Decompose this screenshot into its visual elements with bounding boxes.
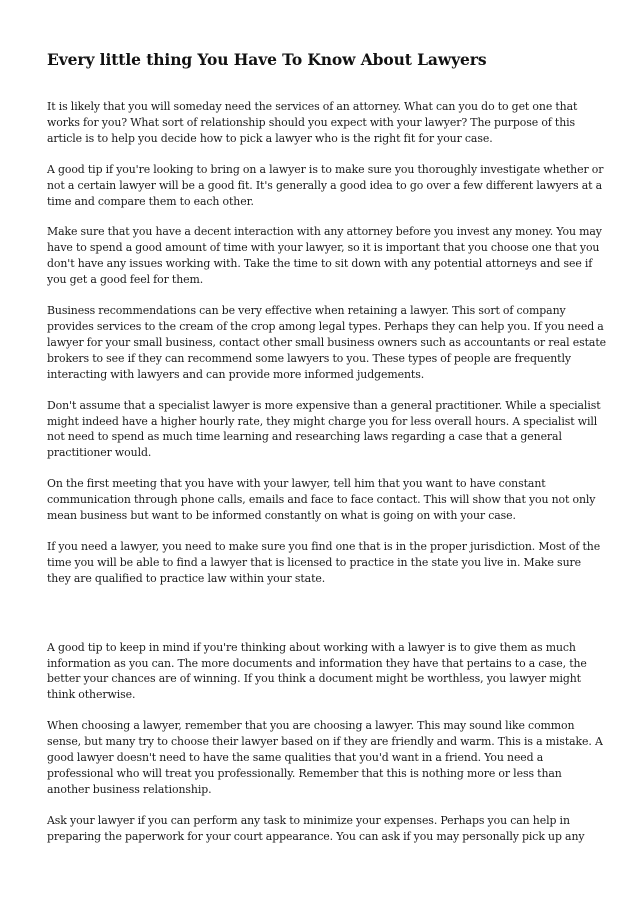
paragraph-information: A good tip to keep in mind if you're thinking about working with a lawyer is to give them as much information as you can. The more documents and information they have that pertains to a case, the better your chances are of winning. If you think a document might be worthless, you lawyer might think otherwise. bbox=[47, 640, 587, 702]
document-title: Every little thing You Have To Know About Lawyers bbox=[47, 50, 487, 69]
paragraph-jurisdiction: If you need a lawyer, you need to make sure you find one that is in the proper jurisdiction. Most of the time you will be able to find a lawyer that is licensed to practice in the state you live in. Make sure they are qualified to practice law within your state. bbox=[47, 539, 601, 585]
section-spacer bbox=[47, 602, 607, 640]
paragraph-intro: It is likely that you will someday need the services of an attorney. What can you do to get one that works for you? What sort of relationship should you expect with your lawyer? The purpose of this article is to help you decide how to pick a lawyer who is the right fit for your case. bbox=[47, 100, 578, 145]
paragraph-first-meeting: On the first meeting that you have with your lawyer, tell him that you want to have constant communication through phone calls, emails and face to face contact. This will show that you not only mean business but want to be informed constantly on what is going on with your case. bbox=[47, 477, 596, 523]
paragraph-specialist: Don't assume that a specialist lawyer is more expensive than a general practitioner. While a specialist might indeed have a higher hourly rate, they might charge you for less overall hours. A specialist will not need to spend as much time learning and researching laws regarding a case that a general practitioner would. bbox=[47, 398, 601, 460]
paragraph-investigate: A good tip if you're looking to bring on a lawyer is to make sure you thoroughly investigate whether or not a certain lawyer will be a good fit. It's generally a good idea to go over a few different lawyers at a time and compare them to each other. bbox=[47, 162, 604, 208]
paragraph-expenses: Ask your lawyer if you can perform any task to minimize your expenses. Perhaps you can help in preparing the paperwork for your court appearance. You can ask if you may personally pick up any bbox=[47, 813, 585, 843]
paragraph-business-recommendations: Business recommendations can be very effective when retaining a lawyer. This sort of company provides services to the cream of the crop among legal types. Perhaps they can help you. If you need a lawyer for your small business, contact other small business owners such as accountants or real estate brokers to see if they can recommend some lawyers to you. These types of people are frequently interacting with lawyers and can provide more informed judgements. bbox=[47, 304, 606, 381]
paragraph-choosing: When choosing a lawyer, remember that you are choosing a lawyer. This may sound like common sense, but many try to choose their lawyer based on if they are friendly and warm. This is a mistake. A good lawyer doesn't need to have the same qualities that you'd want in a friend. You need a professional who will treat you professionally. Remember that this is nothing more or less than another business relationship. bbox=[47, 719, 603, 796]
document-body bbox=[47, 50, 607, 860]
paragraph-interaction: Make sure that you have a decent interaction with any attorney before you invest any money. You may have to spend a good amount of time with your lawyer, so it is important that you choose one that you don't have any issues working with. Take the time to sit down with any potential attorneys and see if you get a good feel for them. bbox=[47, 225, 602, 287]
